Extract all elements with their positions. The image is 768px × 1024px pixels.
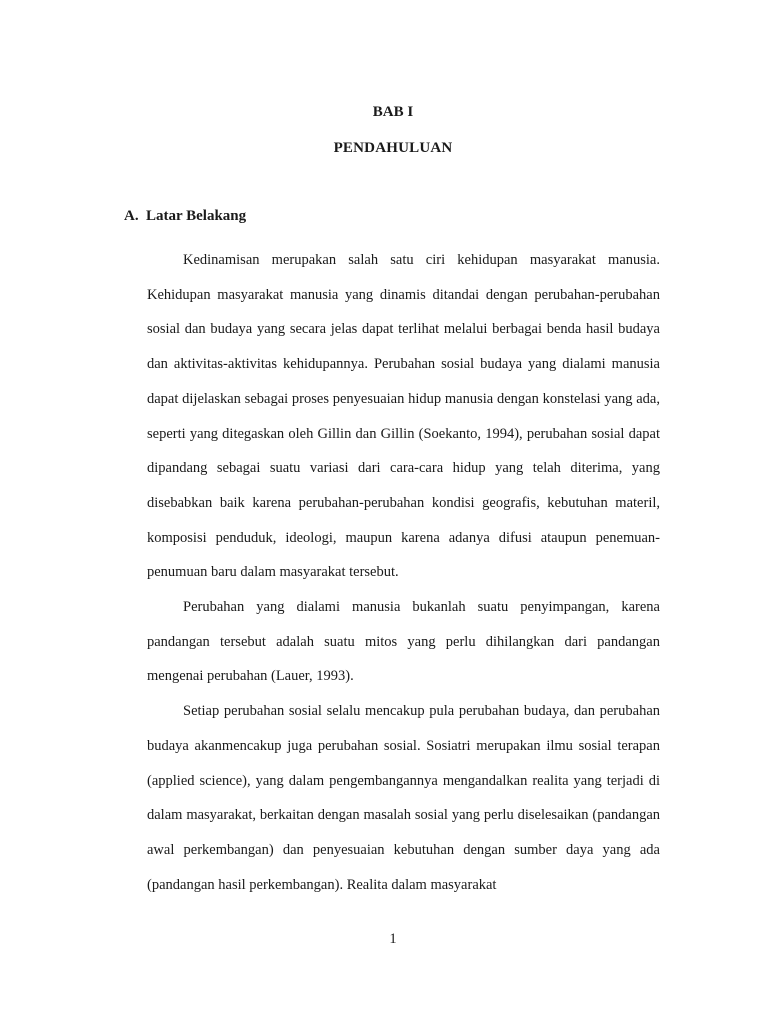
paragraph: Setiap perubahan sosial selalu mencakup pula perubahan budaya, dan perubahan budaya akanmencakup juga perubahan sosial. Sosiatri merupakan ilmu sosial terapan (applied science), yang dalam pengembangannya mengandalkan realita yang terjadi di dalam masyarakat, berkaitan dengan masalah sosial yang perlu diselesaikan (pandangan awal perkembangan) dan penyesuaian kebutuhan dengan sumber daya yang ada (pandangan hasil perkembangan). Realita dalam masyarakat [147,703,660,893]
body-text [147,243,660,902]
paragraph: Kedinamisan merupakan salah satu ciri kehidupan masyarakat manusia. Kehidupan masyarakat manusia yang dinamis ditandai dengan perubahan-perubahan sosial dan budaya yang secara jelas dapat terlihat melalui berbagai benda hasil budaya dan aktivitas-aktivitas kehidupannya. Perubahan sosial budaya yang dialami manusia dapat dijelaskan sebagai proses penyesuaian hidup manusia dengan konstelasi yang ada, seperti yang ditegaskan oleh Gillin dan Gillin (Soekanto, 1994), perubahan sosial dapat dipandang sebagai suatu variasi dari cara-cara hidup yang telah diterima, yang disebabkan baik karena perubahan-perubahan kondisi geografis, kebutuhan materil, komposisi penduduk, ideologi, maupun karena adanya difusi ataupun penemuan-penumuan baru dalam masyarakat tersebut. [147,252,660,581]
section-heading [124,208,246,225]
section-title: Latar Belakang [146,208,247,224]
page-number: 1 [389,931,397,947]
chapter-title: PENDAHULUAN [333,140,453,156]
chapter-label: BAB I [372,104,414,120]
section-marker: A. [124,208,139,224]
paragraph: Perubahan yang dialami manusia bukanlah suatu penyimpangan, karena pandangan tersebut adalah suatu mitos yang perlu dihilangkan dari pandangan mengenai perubahan (Lauer, 1993). [147,599,660,685]
